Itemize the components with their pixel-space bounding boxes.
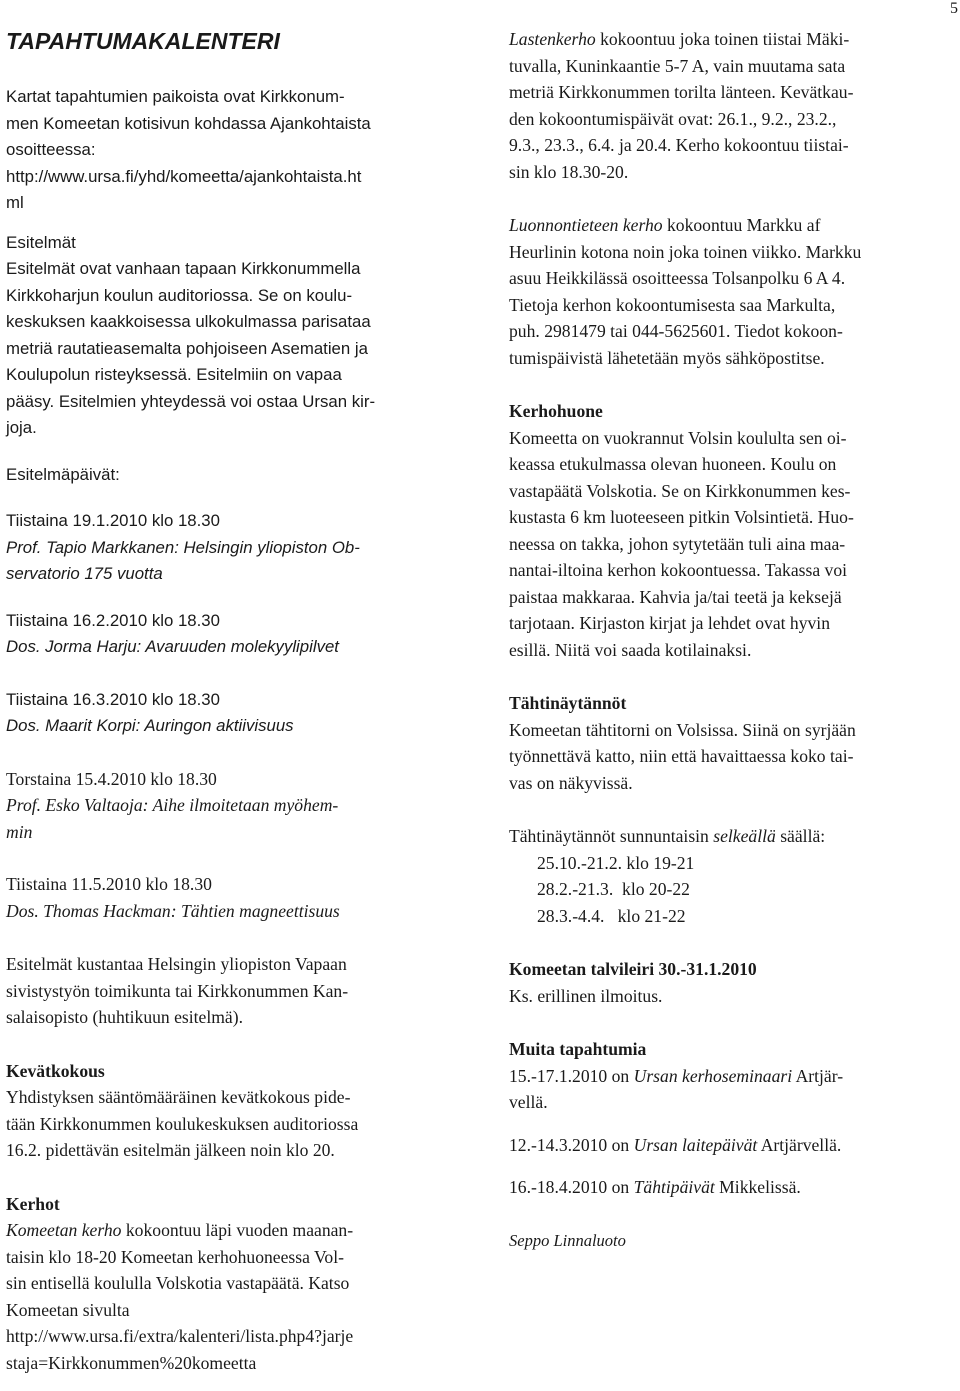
page-number: 5 (950, 0, 958, 17)
lecture-title: Prof. Esko Valtaoja: Aihe ilmoitetaan myöhem- (6, 795, 339, 815)
lecture-title: Dos. Maarit Korpi: Auringon aktiivisuus (6, 716, 294, 735)
lecture-item: Torstaina 15.4.2010 klo 18.30 Prof. Esko Valtaoja: Aihe ilmoitetaan myöhem- min (6, 766, 458, 846)
kerhot-heading: Kerhot (6, 1193, 60, 1214)
event-item: 16.-18.4.2010 on Tähtipäivät Mikkelissä. (509, 1177, 801, 1197)
luonnontieteen-paragraph: Luonnontieteen kerho kokoontuu Markku af Heurlinin kotona noin joka toinen viikko. Markku asuu Heikkilässä osoitteessa Tolsanpolku 6 A 4. Tietoja kerhon kokoontumisesta saa Markulta, puh. 2981479 tai 044-5625601. Tiedot kokoon- tumispäivistä lähetetään myös sähköpostitse. (509, 215, 862, 368)
muita-section: Muita tapahtumia 15.-17.1.2010 on Ursan kerhoseminaari Artjär- vellä. 12.-14.3.2010 on Ursan laitepäivät Artjärvellä. 16.-18.4.2010 on Tähtipäivät Mikkelissä. (509, 1036, 960, 1201)
lastenkerho-name: Lastenkerho (509, 29, 596, 49)
schedule-row: 25.10.-21.2. klo 19-21 (537, 852, 695, 873)
muita-heading: Muita tapahtumia (509, 1039, 647, 1059)
schedule-row: 28.2.-21.3. klo 20-22 (537, 879, 690, 899)
lecture-date: Torstaina 15.4.2010 klo 18.30 (6, 768, 217, 789)
lecture-item: Tiistaina 19.1.2010 klo 18.30 Prof. Tapio Markkanen: Helsingin yliopiston Ob- servatorio 175 vuotta (6, 508, 458, 588)
schedule-row: 28.3.-4.4. klo 21-22 (537, 905, 686, 926)
lecture-item (6, 687, 458, 740)
lecture-item (6, 608, 458, 661)
lecture-date: Tiistaina 16.3.2010 klo 18.30 (6, 689, 220, 709)
lecture-date: Tiistaina 19.1.2010 klo 18.30 (6, 511, 220, 530)
lecture-date: Tiistaina 11.5.2010 klo 18.30 (6, 874, 212, 894)
kerho-name: Komeetan kerho (6, 1220, 122, 1240)
tahtinaytannot-heading: Tähtinäytännöt (509, 693, 627, 713)
talvileiri-section: Komeetan talvileiri 30.-31.1.2010 Ks. erillinen ilmoitus. (509, 956, 960, 1009)
left-column (6, 20, 458, 1376)
esitelmat-heading: Esitelmät (6, 232, 76, 252)
event-item: 15.-17.1.2010 on Ursan kerhoseminaari Artjär- (509, 1065, 844, 1086)
kerhohuone-section: Kerhohuone Komeetta on vuokrannut Volsin koululta sen oi- keassa etukulmassa olevan huoneen. Koulu on vastapäätä Volskotia. Se on Kirkkonummen kes- kustasta 6 km luoteeseen pitkin Volsintietä. Huo- neessa on takka, johon sytytetään tuli aina maa- nantai-iltoina kerhon kokoontuessa. Takassa voi paistaa makkaraa. Kahvia ja/tai teetä ja keksejä tarjotaan. Kirjaston kirjat ja lehdet ovat hyvin esillä. Niitä voi saada kotilainaksi. (509, 398, 960, 663)
sunnuntai-schedule: Tähtinäytännöt sunnuntaisin selkeällä säällä: 25.10.-21.2. klo 19-21 28.2.-21.3. klo 20-22 28.3.-4.4. klo 21-22 (509, 823, 960, 929)
lecture-item (6, 871, 458, 924)
right-column (509, 20, 960, 1254)
lecture-title: Prof. Tapio Markkanen: Helsingin yliopiston Ob- (6, 537, 360, 557)
kevatkokous-heading: Kevätkokous (6, 1060, 105, 1081)
talvileiri-heading: Komeetan talvileiri 30.-31.1.2010 (509, 959, 757, 979)
lecture-list (6, 508, 458, 924)
author-signature: Seppo Linnaluoto (509, 1230, 626, 1250)
lecture-date: Tiistaina 16.2.2010 klo 18.30 (6, 610, 220, 630)
kerhohuone-heading: Kerhohuone (509, 401, 603, 421)
lecture-title: Dos. Thomas Hackman: Tähtien magneettisuus (6, 900, 340, 921)
page-title: TAPAHTUMAKALENTERI (6, 28, 280, 54)
luonnontieteen-name: Luonnontieteen kerho (509, 215, 663, 235)
kerho-url-link[interactable]: http://www.ursa.fi/extra/kalenteri/lista.php4?jarje (6, 1326, 354, 1346)
lecture-title: Dos. Jorma Harju: Avaruuden molekyylipilvet (6, 637, 339, 656)
kerhot-section: Kerhot Komeetan kerho kokoontuu läpi vuoden maanan- taisin klo 18-20 Komeetan kerhohuoneessa Vol- sin entisellä koululla Volskotia vastapäätä. Katso Komeetan sivulta http://www.ursa.fi/extra/kalenteri/lista.php4?jarje staja=Kirkkonummen%20komeetta (6, 1191, 458, 1377)
funding-paragraph: Esitelmät kustantaa Helsingin yliopiston Vapaan sivistystyön toimikunta tai Kirkkonummen Kan- salaisopisto (huhtikuun esitelmä). (6, 954, 349, 1027)
event-item: 12.-14.3.2010 on Ursan laitepäivät Artjärvellä. (509, 1134, 842, 1155)
esitelmapaivat-label: Esitelmäpäivät: (6, 464, 120, 484)
intro-url-link[interactable]: http://www.ursa.fi/yhd/komeetta/ajankohtaista.ht (6, 166, 362, 186)
intro-paragraph: Kartat tapahtumien paikoista ovat Kirkkonum- men Komeetan kotisivun kohdassa Ajankohtaista osoitteessa: http://www.ursa.fi/yhd/komeetta/ajankohtaista.ht ml (6, 84, 458, 217)
tahtinaytannot-section: Tähtinäytännöt Komeetan tähtitorni on Volsissa. Siinä on syrjään työnnettävä katto, niin että havaittaessa koko tai- vas on näkyvissä. (509, 690, 960, 796)
esitelmat-section: Esitelmät Esitelmät ovat vanhaan tapaan Kirkkonummella Kirkkoharjun koulun auditoriossa. Se on koulu- keskuksen kaakkoisessa ulkokulmassa parisataa metriä rautatieasemalta pohjoiseen Asematien ja Koulupolun risteyksessä. Esitelmiin on vapaa pääsy. Esitelmien yhteydessä voi ostaa Ursan kir- joja. (6, 230, 458, 442)
lastenkerho-paragraph: Lastenkerho kokoontuu joka toinen tiistai Mäki- tuvalla, Kuninkaantie 5-7 A, vain muutama sata metriä Kirkkonummen torilta länteen. Kevätkau- den kokoontumispäivät ovat: 26.1., 9.2., 23.2., 9.3., 23.3., 6.4. ja 20.4. Kerho kokoontuu tiistai- sin klo 18.30-20. (509, 29, 854, 182)
kevatkokous-section: Kevätkokous Yhdistyksen sääntömääräinen kevätkokous pide- tään Kirkkonummen koulukeskuksen auditoriossa 16.2. pidettävän esitelmän jälkeen noin klo 20. (6, 1058, 458, 1164)
